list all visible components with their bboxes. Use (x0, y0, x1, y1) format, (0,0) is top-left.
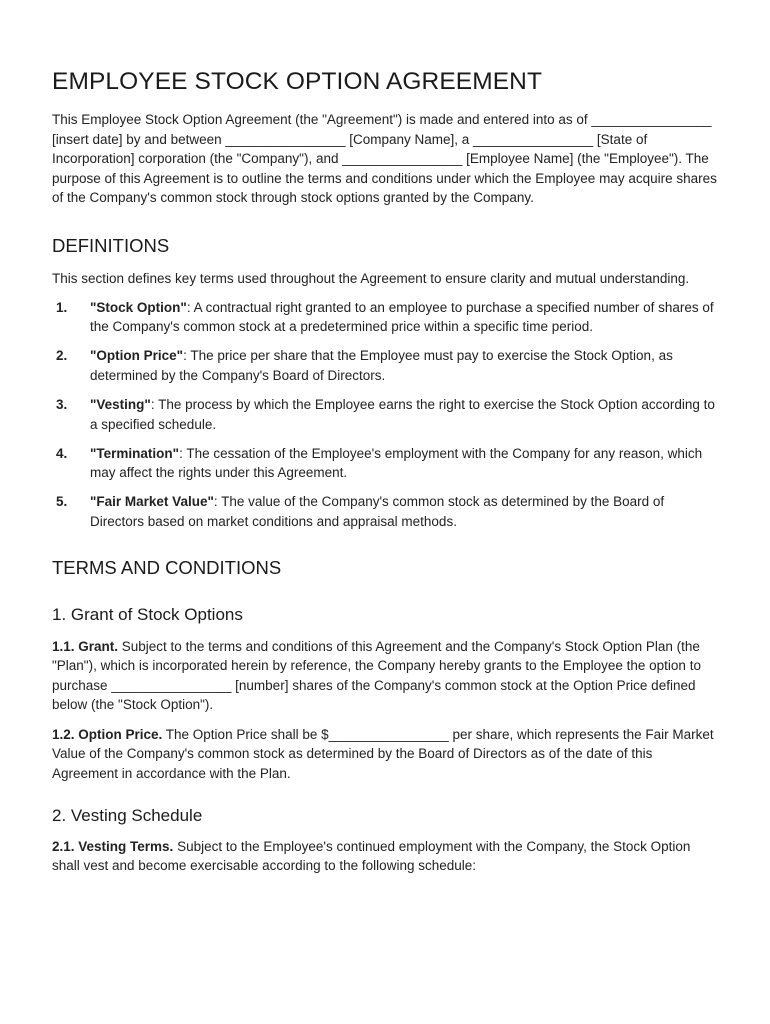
list-item (52, 444, 718, 483)
clause-text: Subject to the Employee's continued employment with the Company, the Stock Option shall vest and become exercisable according to the following schedule: (52, 838, 691, 874)
clause-text: The Option Price shall be $________________ per share, which represents the Fair Market Value of the Company's common stock as determined by the Board of Directors as of the date of this Agreement in accordance with the Plan. (52, 726, 714, 782)
item-number: 3. (56, 396, 68, 412)
definitions-heading: DEFINITIONS (52, 234, 170, 256)
term-definition: : The cessation of the Employee's employment with the Company for any reason, which may affect the rights under this Agreement. (90, 445, 703, 481)
list-item (52, 395, 718, 434)
list-item (52, 492, 718, 531)
terms-heading: TERMS AND CONDITIONS (52, 556, 282, 578)
item-number: 2. (56, 348, 68, 364)
section-heading-grant: 1. Grant of Stock Options (52, 604, 243, 624)
term-definition: : The process by which the Employee earns the right to exercise the Stock Option according to a specified schedule. (90, 396, 715, 432)
list-item (52, 298, 718, 337)
item-number: 4. (56, 445, 68, 461)
term-definition: : A contractual right granted to an employee to purchase a specified number of shares of the Company's common stock at a predetermined price within a specific time period. (90, 299, 714, 335)
term: "Stock Option" (90, 299, 187, 315)
term-definition: : The price per share that the Employee must pay to exercise the Stock Option, as determined by the Company's Board of Directors. (90, 348, 673, 383)
term: "Fair Market Value" (90, 494, 214, 510)
clause-label: 2.1. Vesting Terms. (52, 838, 174, 854)
term: "Termination" (90, 445, 180, 461)
document-title: EMPLOYEE STOCK OPTION AGREEMENT (52, 68, 543, 95)
clause-label: 1.1. Grant. (52, 638, 119, 654)
section-heading-vesting: 2. Vesting Schedule (52, 805, 203, 825)
term-definition: : The value of the Company's common stock as determined by the Board of Directors based on market conditions and appraisal methods. (90, 494, 665, 529)
definitions-intro: This section defines key terms used throughout the Agreement to ensure clarity and mutual understanding. (52, 270, 690, 286)
item-number: 1. (56, 299, 68, 315)
term: "Vesting" (90, 396, 151, 412)
clause-2-1 (52, 837, 718, 876)
definitions-list (52, 298, 718, 532)
item-number: 5. (56, 494, 68, 510)
clause-label: 1.2. Option Price. (52, 726, 163, 742)
list-item (52, 346, 718, 385)
intro-paragraph: This Employee Stock Option Agreement (the "Agreement") is made and entered into as of ________________ [insert date] by and between ________________ [Company Name], a ________________ [State of Incorporation] corporation (the "Company"), and ________________ [Employee Name] (the "Employee"). The purpose of this Agreement is to outline the terms and conditions under which the Employee may acquire shares of the Company's common stock through stock options granted by the Company. (52, 112, 717, 206)
clause-text: Subject to the terms and conditions of this Agreement and the Company's Stock Option Plan (the "Plan"), which is incorporated herein by reference, the Company hereby grants to the Employee the option to purchase ________________ [number] shares of the Company's common stock at the Option Price defined below (the "Stock Option"). (52, 638, 701, 713)
clause-1-1 (52, 637, 718, 715)
clause-1-2 (52, 725, 718, 784)
term: "Option Price" (90, 348, 184, 364)
